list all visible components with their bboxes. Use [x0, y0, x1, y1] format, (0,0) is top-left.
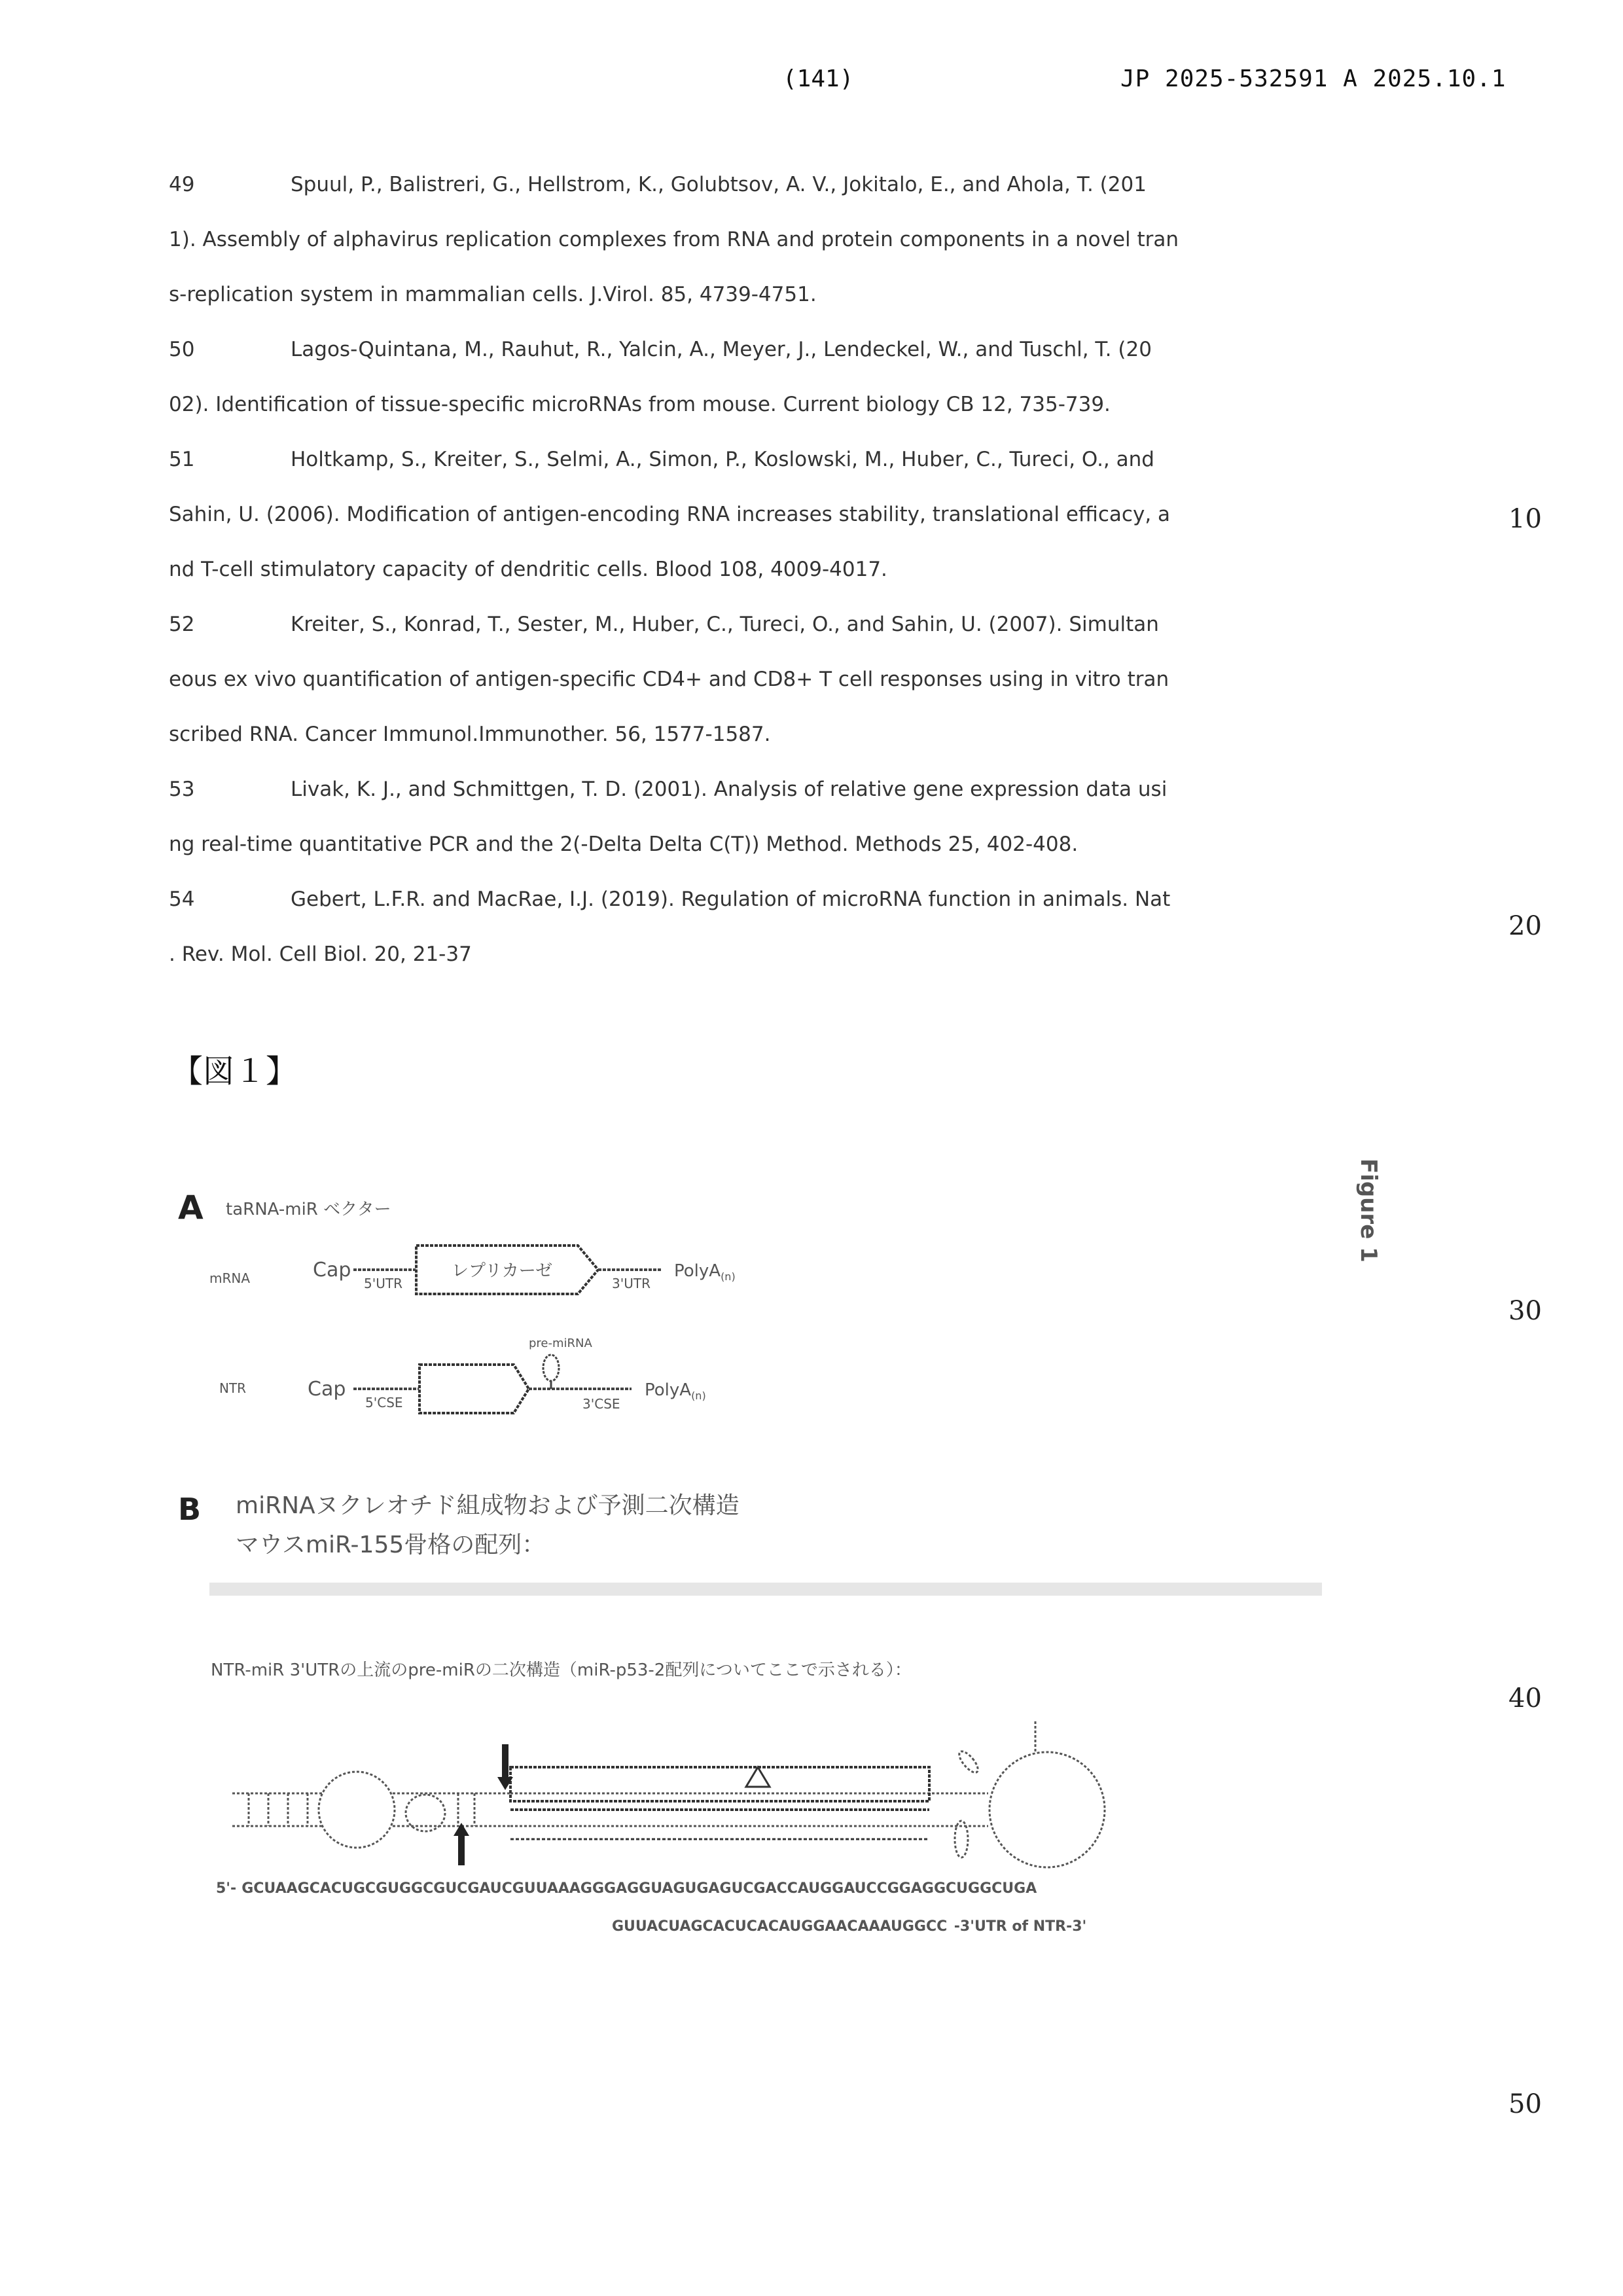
reference-text: s-replication system in mammalian cells. J.Virol. 85, 4739-4751.	[169, 283, 817, 306]
panel-a-title: taRNA-miR ベクター	[226, 1200, 391, 1219]
publication-id: JP 2025-532591 A 2025.10.1	[1120, 65, 1507, 92]
sequence-line-2: GUUACUAGCACUCACAUGGAACAAAUGGCC -3'UTR of NTR-3'	[612, 1918, 1086, 1935]
construct-2-left-label: NTR	[219, 1380, 246, 1396]
figure-label: 【図１】	[171, 1046, 297, 1091]
cse3-label: 3'CSE	[582, 1396, 620, 1412]
figure-1	[0, 0, 1623, 2296]
hairpin-label: pre-miRNA	[529, 1336, 593, 1350]
reference-text: ng real-time quantitative PCR and the 2(-Delta Delta C(T)) Method. Methods 25, 402-408.	[169, 833, 1078, 856]
reference-text: eous ex vivo quantification of antigen-specific CD4+ and CD8+ T cell responses using in vitro tran	[169, 668, 1169, 691]
line-number: 30	[1508, 1296, 1542, 1326]
cap-label-2: Cap	[308, 1378, 346, 1401]
panel-b-title-1: miRNAヌクレオチド組成物および予測二次構造	[236, 1492, 740, 1519]
terminal-loop	[955, 1721, 1105, 1867]
reference-number: 53	[169, 762, 291, 817]
figure-side-label: Figure 1	[1355, 1158, 1382, 1263]
reference-number: 54	[169, 872, 291, 927]
reference-number: 49	[169, 157, 291, 212]
utr3-label: 3'UTR	[612, 1276, 651, 1291]
hairpin-loop	[543, 1355, 559, 1381]
cap-label: Cap	[313, 1259, 351, 1282]
pre-mir-secondary-structure	[229, 1767, 1623, 1848]
polya-label-2: PolyA(n)	[645, 1380, 706, 1402]
panel-b-letter: B	[178, 1492, 201, 1527]
sequence-line-1: 5'- GCUAAGCACUGCGUGGCGUCGAUCGUUAAAGGGAGGUAGUGAGUCGACCAUGGAUCCGGAGGCUGGCUGA	[216, 1880, 1037, 1897]
construct-replicase	[209, 1246, 736, 1294]
line-number: 20	[1508, 911, 1542, 941]
reference-text: 02). Identification of tissue-specific microRNAs from mouse. Current biology CB 12, 735-739.	[169, 393, 1111, 416]
reference-text: scribed RNA. Cancer Immunol.Immunother. 56, 1577-1587.	[169, 723, 770, 746]
drosha-cleavage-arrow-up	[454, 1823, 469, 1865]
line-number: 40	[1508, 1683, 1542, 1713]
ntr-box	[419, 1365, 529, 1413]
replicase-label: レプリカーゼ	[452, 1261, 552, 1281]
structure-caption: NTR-miR 3'UTRの上流のpre-miRの二次構造（miR-p53-2配列についてここで示される）：	[211, 1660, 912, 1680]
reference-text: Sahin, U. (2006). Modification of antigen-encoding RNA increases stability, translational efficacy, a	[169, 503, 1170, 526]
panel-b-title-2: マウスmiR-155骨格の配列：	[236, 1532, 545, 1558]
polya-label: PolyA(n)	[674, 1261, 736, 1283]
reference-text: Kreiter, S., Konrad, T., Sester, M., Huber, C., Tureci, O., and Sahin, U. (2007). Simultan	[291, 613, 1159, 636]
reference-text: Spuul, P., Balistreri, G., Hellstrom, K., Golubtsov, A. V., Jokitalo, E., and Ahola, T. (201	[291, 173, 1147, 196]
scaffold-sequence-band	[209, 1583, 1322, 1596]
reference-number: 50	[169, 322, 291, 377]
utr5-label: 5'UTR	[364, 1276, 402, 1291]
construct-1-left-label: mRNA	[209, 1270, 250, 1286]
construct-ntr-mir	[219, 1336, 706, 1413]
line-number: 10	[1508, 504, 1542, 534]
reference-text: Gebert, L.F.R. and MacRae, I.J. (2019). Regulation of microRNA function in animals. Nat	[291, 888, 1170, 911]
reference-text: Holtkamp, S., Kreiter, S., Selmi, A., Simon, P., Koslowski, M., Huber, C., Tureci, O., and	[291, 448, 1154, 471]
cse5-label: 5'CSE	[365, 1395, 403, 1410]
reference-text: . Rev. Mol. Cell Biol. 20, 21-37	[169, 942, 472, 966]
guide-strand-box	[510, 1767, 929, 1839]
reference-number: 52	[169, 597, 291, 652]
reference-text: Lagos-Quintana, M., Rauhut, R., Yalcin, A., Meyer, J., Lendeckel, W., and Tuschl, T. (20	[291, 338, 1152, 361]
page-number: (141)	[783, 65, 853, 92]
reference-text: Livak, K. J., and Schmittgen, T. D. (2001). Analysis of relative gene expression data usi	[291, 778, 1167, 801]
reference-text: 1). Assembly of alphavirus replication complexes from RNA and protein components in a novel tran	[169, 228, 1179, 251]
reference-text: nd T-cell stimulatory capacity of dendritic cells. Blood 108, 4009-4017.	[169, 558, 887, 581]
panel-a-letter: A	[178, 1189, 204, 1227]
line-number: 50	[1508, 2089, 1542, 2119]
reference-number: 51	[169, 432, 291, 487]
